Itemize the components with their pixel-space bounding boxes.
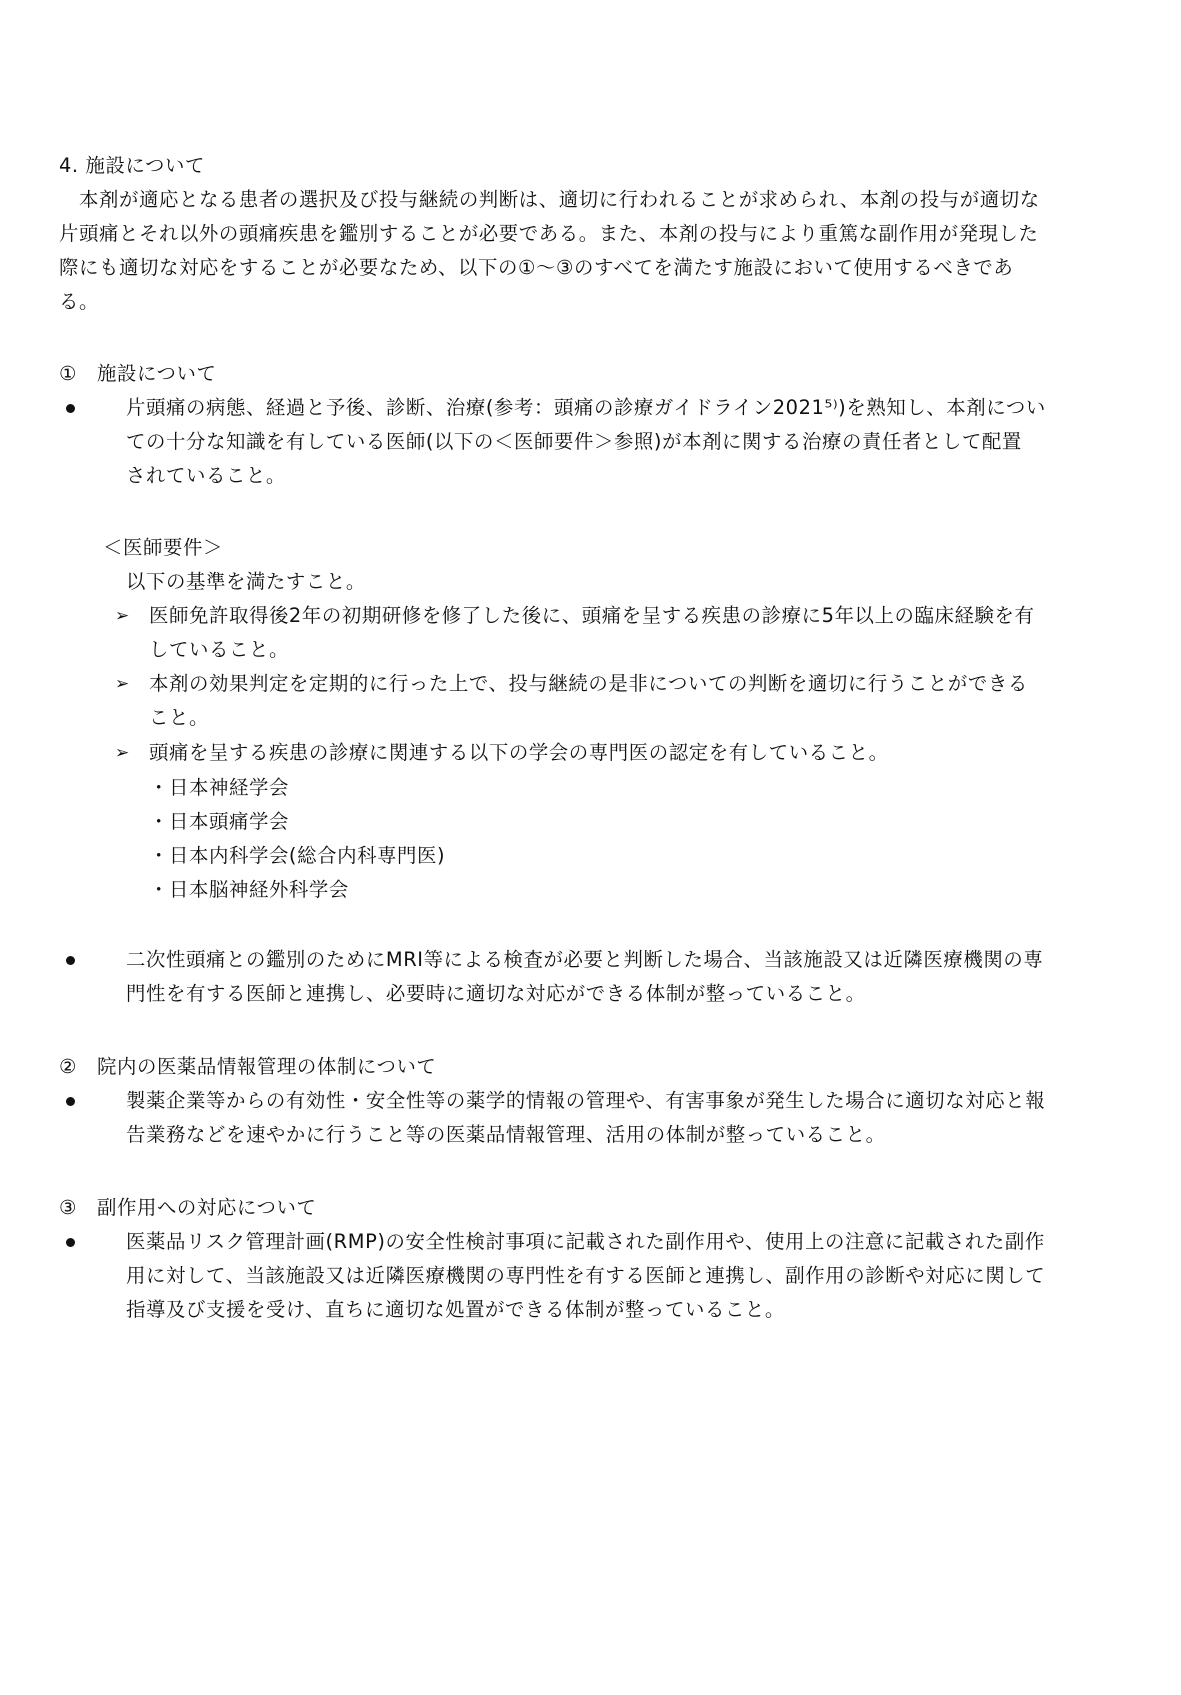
intro-line: る。 — [59, 290, 99, 313]
bullet-icon — [66, 1238, 75, 1247]
item3-bullet-line: 用に対して、当該施設又は近隣医療機関の専門性を有する医師と連携し、副作用の診断や対応に関して — [126, 1264, 1046, 1287]
requirement-line: 医師免許取得後2年の初期研修を修了した後に、頭痛を呈する疾患の診療に5年以上の臨床経験を有 — [149, 604, 1035, 627]
item1-bullet2-line: 門性を有する医師と連携し、必要時に適切な対応ができる体制が整っていること。 — [126, 982, 866, 1005]
item2-bullet-line: 製薬企業等からの有効性・安全性等の薬学的情報の管理や、有害事象が発生した場合に適切な対応と報 — [126, 1089, 1046, 1112]
requirement-line: 頭痛を呈する疾患の診療に関連する以下の学会の専門医の認定を有していること。 — [149, 741, 889, 764]
item2-bullet-line: 告業務などを速やかに行うこと等の医薬品情報管理、活用の体制が整っていること。 — [126, 1123, 886, 1146]
society-item: ・日本脳神経外科学会 — [149, 878, 349, 901]
item1-heading: ① 施設について — [59, 362, 217, 385]
society-item: ・日本神経学会 — [149, 776, 289, 799]
bullet-icon — [66, 1097, 75, 1106]
intro-line: 本剤が適応となる患者の選択及び投与継続の判断は、適切に行われることが求められ、本剤の投与が適切な — [79, 188, 1040, 211]
item2-heading: ② 院内の医薬品情報管理の体制について — [59, 1055, 437, 1078]
item1-bullet1-line: されていること。 — [126, 464, 286, 487]
item1-bullet1-line: ての十分な知識を有している医師(以下の＜医師要件＞参照)が本剤に関する治療の責任者として配置 — [126, 430, 1022, 453]
arrow-bullet-icon: ➢ — [115, 743, 130, 763]
requirement-line: こと。 — [149, 706, 209, 729]
arrow-bullet-icon: ➢ — [115, 674, 130, 694]
item3-bullet-line: 指導及び支援を受け、直ちに適切な処置ができる体制が整っていること。 — [126, 1298, 785, 1321]
requirements-title: ＜医師要件＞ — [103, 536, 223, 559]
section-heading: 4. 施設について — [59, 154, 206, 177]
requirements-intro: 以下の基準を満たすこと。 — [126, 570, 366, 593]
arrow-bullet-icon: ➢ — [115, 606, 130, 626]
item1-bullet1-line: 片頭痛の病態、経過と予後、診断、治療(参考：頭痛の診療ガイドライン2021⁵⁾)を熟知し、本剤につい — [126, 396, 1046, 419]
requirement-line: 本剤の効果判定を定期的に行った上で、投与継続の是非についての判断を適切に行うことができる — [149, 672, 1028, 695]
intro-line: 際にも適切な対応をすることが必要なため、以下の①～③のすべてを満たす施設において使用するべきであ — [59, 256, 1014, 279]
item3-heading: ③ 副作用への対応について — [59, 1196, 317, 1219]
item3-bullet-line: 医薬品リスク管理計画(RMP)の安全性検討事項に記載された副作用や、使用上の注意に記載された副作 — [126, 1230, 1045, 1253]
bullet-icon — [66, 404, 75, 413]
society-item: ・日本頭痛学会 — [149, 810, 289, 833]
society-item: ・日本内科学会(総合内科専門医) — [149, 844, 446, 867]
item1-bullet2-line: 二次性頭痛との鑑別のためにMRI等による検査が必要と判断した場合、当該施設又は近隣医療機関の専 — [126, 948, 1044, 971]
requirement-line: していること。 — [149, 638, 289, 661]
intro-line: 片頭痛とそれ以外の頭痛疾患を鑑別することが必要である。また、本剤の投与により重篤な副作用が発現した — [59, 222, 1039, 245]
bullet-icon — [66, 956, 75, 965]
